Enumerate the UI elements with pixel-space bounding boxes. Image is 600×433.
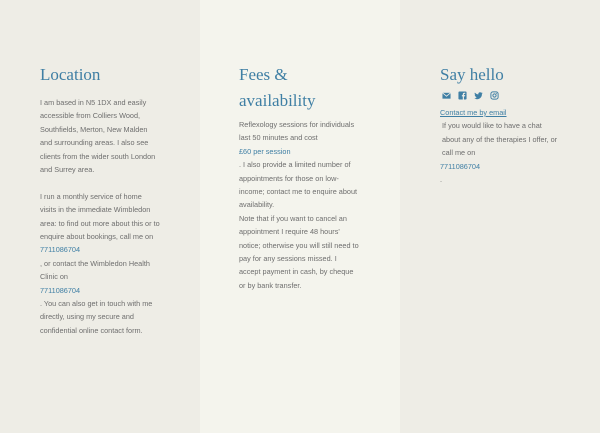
say-hello-paragraph-1: If you would like to have a chat about any of the therapies I offer, or call me on — [442, 121, 558, 158]
say-hello-paragraph-2: . — [440, 175, 443, 185]
envelope-icon[interactable] — [441, 90, 451, 100]
location-paragraph-2: I run a monthly service of home visits in the immediate Wimbledon area: to find out more about this or to enquire about bookings, call me on — [40, 191, 160, 242]
location-paragraph-4: . You can also get in touch with me directly, using my secure and confidential online contact form. — [40, 299, 153, 335]
fees-paragraph-1: Reflexology sessions for individuals last 50 minutes and cost — [239, 120, 355, 143]
fees-title: Fees & availability — [239, 65, 316, 110]
facebook-icon[interactable] — [457, 90, 467, 100]
fees-section — [200, 0, 400, 433]
contact-email-link[interactable]: Contact me by email — [440, 108, 507, 117]
location-paragraph-1: I am based in N5 1DX and easily accessible from Colliers Wood, Southfields, Merton, New Malden and surrounding areas. I also see clients from the wider south London and Surrey area. — [40, 98, 156, 175]
spacer — [40, 176, 160, 189]
location-phone-link-2[interactable]: 7711086704 — [40, 285, 81, 295]
fees-price-link[interactable]: £60 per session — [239, 146, 291, 156]
location-section — [0, 0, 200, 433]
twitter-icon[interactable] — [473, 90, 483, 100]
fees-paragraph-3: Note that if you want to cancel an appointment I require 48 hours' notice; otherwise you will still need to pay for any sessions missed. I accept payment in cash, by cheque or by bank transfer. — [239, 213, 359, 290]
fees-paragraph-2: . I also provide a limited number of appointments for those on low-income; contact me to enquire about availability. — [239, 160, 358, 210]
say-hello-title: Say hello — [440, 65, 504, 84]
location-paragraph-3: , or contact the Wimbledon Health Clinic on — [40, 258, 150, 282]
social-icons — [441, 90, 560, 100]
say-hello-section — [400, 0, 600, 433]
location-phone-link-1[interactable]: 7711086704 — [40, 245, 81, 255]
location-title: Location — [40, 65, 101, 84]
say-hello-phone-link[interactable]: 7711086704 — [440, 161, 481, 171]
instagram-icon[interactable] — [489, 90, 499, 100]
